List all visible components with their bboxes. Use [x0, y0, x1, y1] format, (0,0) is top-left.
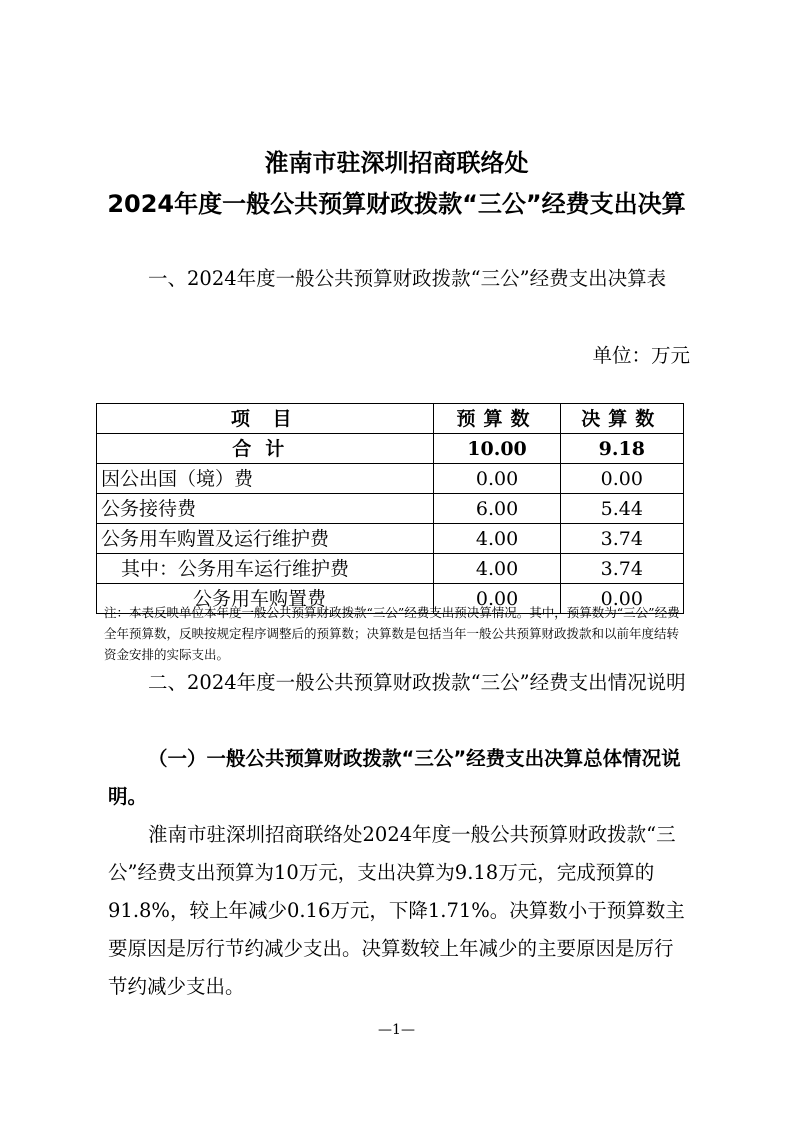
section2-heading: 二、2024年度一般公共预算财政拨款“三公”经费支出情况说明	[148, 671, 686, 694]
row-label: 公务接待费	[97, 494, 434, 524]
table-row	[97, 554, 684, 584]
section1-heading: 一、2024年度一般公共预算财政拨款“三公”经费支出决算表	[148, 267, 667, 290]
table-row	[97, 494, 684, 524]
row-label: 其中：公务用车运行维护费	[97, 554, 434, 584]
section2-paragraph: 淮南市驻深圳招商联络处2024年度一般公共预算财政拨款“三公”经费支出预算为10万元，支出决算为9.18万元，完成预算的91.8%，较上年减少0.16万元，下降1.71%。决算数小于预算数主要原因是厉行节约减少支出。决算数较上年减少的主要原因是厉行节约减少支出。	[108, 823, 685, 998]
section2-subheading: （一）一般公共预算财政拨款“三公”经费支出决算总体情况说明。	[108, 747, 681, 808]
table-note: 注：本表反映单位本年度一般公共预算财政拨款“三公”经费支出预决算情况。其中，预算数为“三公”经费全年预算数，反映按规定程序调整后的预算数；决算数是包括当年一般公共预算财政拨款和以前年度结转资金安排的实际支出。	[104, 605, 680, 662]
row-label: 公务用车购置及运行维护费	[97, 524, 434, 554]
header-actual: 决算数	[560, 404, 683, 434]
row-budget: 6.00	[434, 494, 560, 524]
row-budget: 4.00	[434, 554, 560, 584]
three-public-expenses-table	[96, 403, 684, 614]
row-budget: 4.00	[434, 524, 560, 554]
document-title-line1: 淮南市驻深圳招商联络处	[264, 149, 529, 177]
row-budget: 0.00	[434, 584, 560, 614]
total-actual: 9.18	[560, 434, 683, 464]
unit-label: 单位：万元	[592, 344, 690, 367]
header-budget: 预算数	[434, 404, 560, 434]
row-actual: 3.74	[560, 554, 683, 584]
row-label: 公务用车购置费	[97, 584, 434, 614]
table-header-row	[97, 404, 684, 434]
total-budget: 10.00	[434, 434, 560, 464]
table-total-row	[97, 434, 684, 464]
total-label: 合计	[97, 434, 434, 464]
row-actual: 0.00	[560, 464, 683, 494]
row-actual: 0.00	[560, 584, 683, 614]
row-actual: 5.44	[560, 494, 683, 524]
table-row	[97, 524, 684, 554]
header-item: 项 目	[97, 404, 434, 434]
page-number: —1—	[378, 1022, 415, 1038]
document-title-line2: 2024年度一般公共预算财政拨款“三公”经费支出决算	[107, 190, 686, 218]
table-row	[97, 464, 684, 494]
row-budget: 0.00	[434, 464, 560, 494]
row-actual: 3.74	[560, 524, 683, 554]
row-label: 因公出国（境）费	[97, 464, 434, 494]
